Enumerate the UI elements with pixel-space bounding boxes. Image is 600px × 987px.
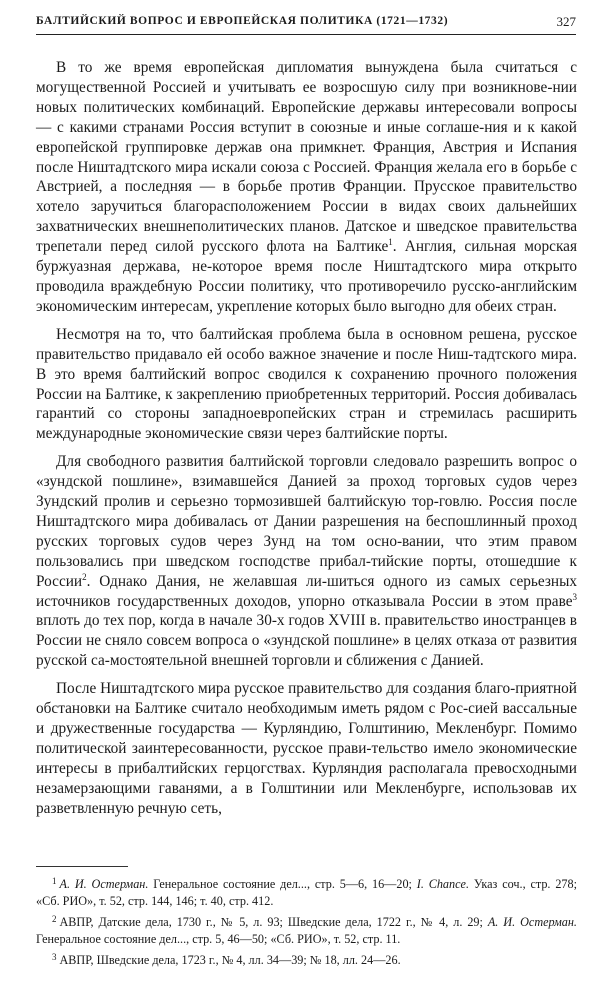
page-header — [36, 10, 576, 35]
footnotes — [36, 873, 577, 969]
paragraph: В то же время европейская дипломатия вынуждена была считаться с могущественной Россией и учитывать ее возросшую силу при возникнове-нии новых политических комбинаций. Европейские державы интересовали вопросы — с какими странами Россия вступит в союзные и иные соглаше-ния и к какой европейской группировке держав она примкнет. Франция, Австрия и Испания после Ништадтского мира искали союза с Россией. Франция желала его в борьбе с Австрией, а последняя — в борьбе против Франции. Прусское правительство хотело заручиться благорасположением России в видах своих дальнейших захватнических внешнеполитических планов. Датское и шведское правительства трепетали перед силой русского флота на Балтике$^1$. Англия, сильная морская буржуазная держава, не-которое время после Ништадтского мира открыто проводила враждебную России политику, что противоречило русско-английским экономическим интересам, укрепление которых было выгодно для обеих стран. — [36, 59, 577, 315]
footnote-ref[interactable]: 3 — [572, 591, 577, 602]
page-number: 327 — [556, 14, 576, 29]
main-text — [36, 58, 577, 827]
paragraph: Для свободного развития балтийской торговли следовало разрешить вопрос о «зундской пошлине», взимавшейся Данией за проход торговых судов через Зундский пролив и серьезно тормозившей балтийскую тор-говлю. Россия после Ништадтского мира добивалась от Дании разрешения на беспошлинный проход русских торговых судов через Зунд на том осно-вании, что этим правом пользовались при шведском господстве прибал-тийские порты, отошедшие к России$^2$. Однако Дания, не желавшая ли-шиться одного из самых серьезных источников государственных доходов, упорно отказывала России в этом праве$^3$ вплоть до тех пор, когда в начале 30-х годов XVIII в. правительство иностранцев в России не сняло совсем вопроса о «зундской пошлине» в целях отказа от развития русской са-мостоятельной внешней торговли и сближения с Данией. — [36, 453, 577, 670]
running-head: БАЛТИЙСКИЙ ВОПРОС И ЕВРОПЕЙСКАЯ ПОЛИТИКА (1721—1732) — [36, 15, 449, 27]
footnote-ref[interactable]: 1 — [388, 237, 393, 248]
footnote: $^1$ А. И. Остерман. Генеральное состояние дел..., стр. 5—6, 16—20; I. Chance. Указ соч., стр. 278; «Сб. РИО», т. 52, стр. 144, 146; т. 40, стр. 412. — [36, 876, 577, 909]
footnote-ref[interactable]: 2 — [82, 571, 87, 582]
footnote: $^3$ АВПР, Шведские дела, 1723 г., № 4, лл. 34—39; № 18, лл. 24—26. — [52, 951, 401, 967]
paragraph: После Ништадтского мира русское правительство для создания благо-приятной обстановки на Балтике считало необходимым иметь рядом с Рос-сией вассальные и дружественные государства — Курляндию, Голштинию, Мекленбург. Помимо политической заинтересованности, русское прави-тельство имело экономические интересы в прибалтийских герцогствах. Курляндия располагала превосходными незамерзающими гаванями, а в Голштинии или Мекленбурге, использовав их разветвленную речную сеть, — [36, 680, 577, 817]
paragraph: Несмотря на то, что балтийская проблема была в основном решена, русское правительство придавало ей особо важное значение и после Ниш-тадтского мира. В это время балтийский вопрос сводился к сохранению прочного положения России на Балтике, к закреплению приобретенных территорий. Россия добивалась гарантий со стороны западноевропейских стран и стремилась расширить международные экономические связи через балтийские порты. — [36, 325, 577, 443]
footnote-divider — [36, 866, 128, 867]
footnote: $^2$ АВПР, Датские дела, 1730 г., № 5, л. 93; Шведские дела, 1722 г., № 4, л. 29; А. И. Остерман. Генеральное состояние дел..., стр. 5, 46—50; «Сб. РИО», т. 52, стр. 11. — [36, 913, 577, 947]
